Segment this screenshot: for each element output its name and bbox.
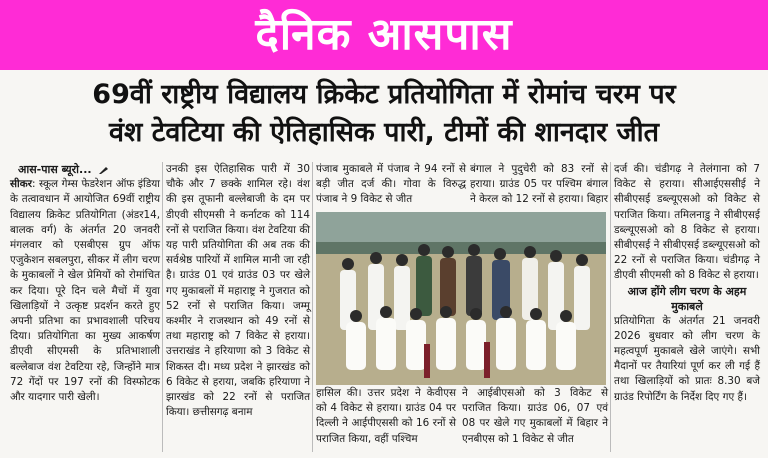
column-5-text-bottom: प्रतियोगिता के अंतर्गत 21 जनवरी 2026 बुधवार को लीग चरण के महत्वपूर्ण मुकाबले खेले जाएंगे। सभी मैदानों पर तैयारियां पूर्ण कर ली गई हैं तथा खिलाड़ियों को प्रातः 8.30 बजे ग्राउंड रिपोर्टिंग के निर्देश दिए गए हैं। [614,314,760,403]
team-photo [316,212,606,385]
article-column-5 [614,162,760,405]
headline-line-2: वंश टेवटिया की ऐतिहासिक पारी, टीमों की शानदार जीत [108,117,660,148]
byline [18,162,160,177]
article-column-3-bottom [316,386,456,447]
article-column-3-top [316,162,466,208]
column-divider [610,162,611,452]
headline-line-1: 69वीं राष्ट्रीय विद्यालय क्रिकेट प्रतियोगिता में रोमांच चरम पर [92,79,676,110]
column-4-text-bottom: ने आईबीएसओ को 3 विकेट से पराजित किया। ग्राउंड 06, 07 एवं 08 पर खेले गए मुकाबलों में बिहार ने एनबीएस को 1 विकेट से जीत [462,387,608,445]
article-column-1 [10,162,160,405]
article-column-2 [166,162,310,420]
masthead-title: दैनिक आसपास [255,9,513,60]
column-5-text-top: दर्ज की। चंडीगढ़ ने तेलंगाना को 7 विकेट से हराया। सीआईएससीई ने सीबीएसई डब्ल्यूएसओ को विकेट से पराजित किया। तमिलनाडु ने सीबीएसई डब्ल्यूएसओ को 8 विकेट से हराया। सीबीएसई ने सीबीएसई डब्ल्यूएसओ को 22 रनों से पराजित किया। चंडीगढ़ ने डीएवी सीएमसी को 8 विकेट से हराया। [614,163,760,282]
column-divider [312,162,313,452]
article-headline [0,76,768,156]
section-subheading: आज होंगे लीग चरण के अहम मुकाबले [627,284,747,313]
dateline: सीकर [10,178,32,191]
pen-icon [99,166,109,174]
byline-text: आस-पास ब्यूरो... [18,163,92,176]
column-3-text-top: पंजाब मुकाबले में पंजाब ने 94 रनों से बड़ी जीत दर्ज की। गोवा के विरुद्ध पंजाब ने 9 विकेट से जीत [316,163,466,206]
column-1-body: : स्कूल गेम्स फेडरेशन ऑफ इंडिया के तत्वावधान में आयोजित 69वीं राष्ट्रीय विद्यालय क्रिकेट प्रतियोगिता (अंडर14, बालक वर्ग) के अंतर्गत 20 जनवरी मंगलवार को एसबीएस ग्रुप ऑफ एजुकेशन सबलपुरा, सीकर में लीग चरण के मुकाबलों ने खेल प्रेमियों को रोमांचित कर दिया। पूरे दिन चले मैचों में युवा खिलाड़ियों ने उत्कृष्ट प्रदर्शन करते हुए अपनी प्रतिभा का प्रभावशाली परिचय दिया। प्रतियोगिता का मुख्य आकर्षण डीएवी सीएमसी के प्रतिभाशाली बल्लेबाज वंश टेवटिया रहे, जिन्होंने मात्र 72 गेंदों पर 197 रनों की विस्फोटक और यादगार पारी खेली। [10,178,160,404]
article-column-4-bottom [462,386,608,447]
article-column-4-top [470,162,608,208]
team-photo-image [316,212,606,385]
column-divider [162,162,163,452]
column-1-text [10,177,160,405]
column-4-text-top: बंगाल ने पुदुचेरी को 83 रनों से हराया। ग्राउंड 05 पर पश्चिम बंगाल ने केरल को 12 रनों से हराया। बिहार [470,163,608,206]
masthead-banner [0,0,768,70]
column-2-text: उनकी इस ऐतिहासिक पारी में 30 चौके और 7 छक्के शामिल रहे। वंश की इस तूफानी बल्लेबाजी के दम पर डीएवी सीएमसी ने कर्नाटक को 114 रनों से पराजित किया। वंश टेवटिया की यह पारी प्रतियोगिता की अब तक की सर्वश्रेष्ठ पारियों में शामिल मानी जा रही है। ग्राउंड 01 एवं ग्राउंड 03 पर खेले गए मुकाबलों में महाराष्ट्र ने गुजरात को 52 रनों से पराजित किया। जम्मू कश्मीर ने राजस्थान को 49 रनों से तथा महाराष्ट्र को 7 विकेट से हराया। उत्तराखंड ने हरियाणा को 3 विकेट से शिकस्त दी। मध्य प्रदेश ने झारखंड को 6 विकेट से हराया, जबकि हरियाणा ने झारखंड को 22 रनों से पराजित किया। छत्तीसगढ़ बनाम [166,163,310,419]
column-3-text-bottom: हासिल की। उत्तर प्रदेश ने केवीएस को 4 विकेट से हराया। ग्राउंड 04 पर दिल्ली ने आईपीएससी को 16 रनों से पराजित किया, वहीं पश्चिम [316,387,456,445]
